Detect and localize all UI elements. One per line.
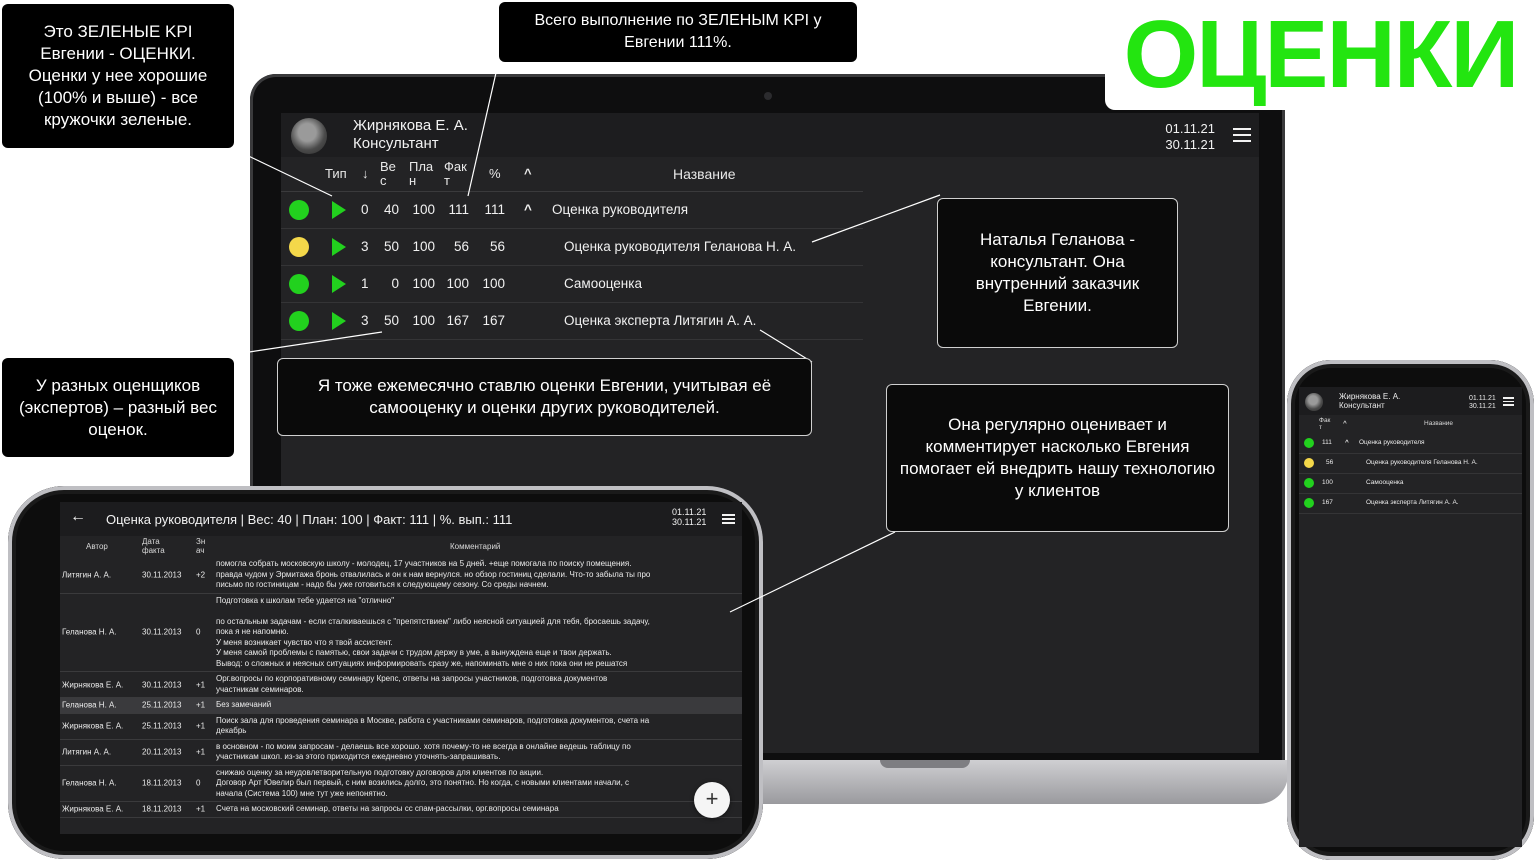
cell-type: 0 — [361, 202, 369, 217]
menu-icon[interactable] — [1233, 128, 1251, 142]
date-from: 01.11.21 — [672, 507, 707, 517]
cell-percent: 56 — [489, 239, 505, 254]
cell-name: Оценка руководителя — [1359, 439, 1425, 446]
employee-info — [1339, 392, 1400, 410]
cell-name: Оценка руководителя Геланова Н. А. — [1366, 459, 1478, 466]
collapse-icon[interactable]: ^ — [524, 202, 532, 217]
kpi-table — [281, 157, 863, 340]
col-plan[interactable]: Пла н — [409, 159, 434, 188]
table-row[interactable] — [1299, 433, 1522, 454]
collapse-icon[interactable]: ^ — [524, 166, 532, 181]
table-header — [281, 157, 863, 192]
table-row[interactable] — [281, 303, 863, 340]
cell-percent: 167 — [482, 313, 505, 328]
col-percent[interactable]: % — [489, 166, 501, 181]
sort-down-icon[interactable]: ↓ — [362, 166, 369, 181]
cell-name: Оценка эксперта Литягин А. А. — [564, 313, 757, 328]
avatar[interactable] — [1305, 393, 1323, 411]
cell-fact: 100 — [446, 276, 469, 291]
col-type[interactable]: Тип — [325, 166, 347, 181]
status-dot-icon — [1304, 438, 1314, 448]
col-weight[interactable]: Ве с — [380, 159, 396, 188]
app-header — [281, 113, 1259, 157]
date-to: 30.11.21 — [672, 517, 707, 527]
play-icon[interactable] — [332, 201, 346, 219]
cell-type: 3 — [361, 239, 369, 254]
cell-weight: 50 — [383, 239, 399, 254]
cell-type: 3 — [361, 313, 369, 328]
date-to: 30.11.21 — [1469, 403, 1496, 410]
status-dot-icon — [1304, 478, 1314, 488]
cell-weight: 50 — [383, 313, 399, 328]
status-dot-icon — [1304, 498, 1314, 508]
cell-name: Самооценка — [1366, 479, 1404, 486]
avatar[interactable] — [291, 118, 327, 154]
collapse-icon[interactable]: ^ — [1345, 439, 1349, 446]
detail-header — [60, 502, 742, 536]
status-dot-icon — [289, 237, 309, 257]
col-fact[interactable]: Фак т — [444, 159, 467, 188]
play-icon[interactable] — [332, 238, 346, 256]
col-comment[interactable]: Комментарий — [450, 542, 501, 551]
play-icon[interactable] — [332, 275, 346, 293]
status-dot-icon — [289, 311, 309, 331]
table-row[interactable]: Жирнякова Е. А. 30.11.2013 +1 Орг.вопросы по корпоративному семинару Крепс, ответы на запросы участников, подготовка документов участникам семинаров. — [60, 672, 742, 698]
cell-fact: 56 — [1326, 459, 1334, 466]
period-dates[interactable] — [672, 507, 706, 527]
col-value[interactable]: Зн ач — [196, 537, 206, 555]
table-header — [60, 536, 742, 557]
cell-fact: 111 — [1322, 439, 1332, 446]
col-name[interactable]: Название — [1424, 420, 1454, 427]
table-row[interactable] — [1299, 493, 1522, 514]
date-from: 01.11.21 — [1469, 395, 1496, 402]
callout-regular: Она регулярно оценивает и комментирует насколько Евгения помогает ей внедрить нашу технологию у клиентов — [886, 384, 1229, 532]
cell-plan: 100 — [412, 313, 435, 328]
employee-info — [353, 117, 468, 153]
add-button[interactable]: + — [694, 782, 730, 818]
cell-fact: 56 — [453, 239, 469, 254]
page-title: ОЦЕНКИ — [1105, 0, 1536, 110]
phone-portrait-screen — [1299, 387, 1522, 847]
table-row[interactable]: Геланова Н. А. 30.11.2013 0 Подготовка к школам тебе удается на "отлично" по остальным задачам - если сталкиваешься с "препятствием" либо неясной ситуацией для тебя, бросаешь задачу, пока я не напомню. У меня возникает чувство что я твой ассистент. У меня самой проблемы с памятью, свои задачи с трудом держу в уме, а вынуждена еще и твои держать. Вывод: о сложных и неясных ситуациях информировать сразу же, напоминать мне о них пока они не решатся — [60, 594, 742, 673]
cell-fact: 100 — [1322, 479, 1333, 486]
cell-name: Оценка руководителя — [552, 202, 689, 217]
detail-title: Оценка руководителя | Вес: 40 | План: 100 | Факт: 111 | %. вып.: 111 — [106, 512, 513, 527]
col-date[interactable]: Дата факта — [142, 537, 165, 555]
period-dates[interactable] — [1469, 395, 1496, 411]
cell-weight: 40 — [383, 202, 399, 217]
cell-fact: 167 — [1322, 499, 1333, 506]
cell-plan: 100 — [412, 202, 435, 217]
date-to: 30.11.21 — [1165, 137, 1215, 152]
callout-monthly: Я тоже ежемесячно ставлю оценки Евгении, учитывая её самооценку и оценки других руководителей. — [277, 358, 812, 436]
status-dot-icon — [289, 274, 309, 294]
table-row[interactable] — [281, 266, 863, 303]
play-icon[interactable] — [332, 312, 346, 330]
callout-total: Всего выполнение по ЗЕЛЕНЫМ KPI у Евгении 111%. — [499, 2, 857, 62]
status-dot-icon — [289, 200, 309, 220]
cell-name: Оценка руководителя Геланова Н. А. — [564, 239, 796, 254]
app-header — [1299, 387, 1522, 415]
col-author[interactable]: Автор — [86, 542, 108, 551]
cell-percent: 111 — [484, 202, 505, 217]
table-row[interactable] — [281, 229, 863, 266]
menu-icon[interactable] — [722, 514, 735, 524]
phone-landscape-screen — [60, 502, 742, 834]
laptop-camera — [764, 92, 772, 100]
employee-name: Жирнякова Е. А. — [1339, 392, 1401, 401]
cell-weight: 0 — [391, 276, 399, 291]
cell-name: Самооценка — [564, 276, 642, 291]
cell-fact: 111 — [448, 202, 469, 217]
table-row[interactable] — [1299, 473, 1522, 494]
callout-natalia: Наталья Геланова - консультант. Она внутренний заказчик Евгении. — [937, 198, 1178, 348]
col-name[interactable]: Название — [673, 166, 736, 182]
cell-name: Оценка эксперта Литягин А. А. — [1366, 499, 1459, 506]
table-row[interactable]: Жирнякова Е. А. 18.11.2013 +1 Счета на московский семинар, ответы на запросы сс спам-рассылки, орг.вопросы семинара — [60, 802, 742, 818]
table-row[interactable] — [1299, 453, 1522, 474]
table-row[interactable]: Литягин А. А. 20.11.2013 +1 в основном - по моим запросам - делаешь все хорошо. хотя почему-то не всегда в онлайне ведешь таблицу по участникам школ. из-за этого приходится ежедневно уточнять-запрашивать. — [60, 740, 742, 766]
cell-plan: 100 — [412, 276, 435, 291]
date-from: 01.11.21 — [1165, 121, 1215, 136]
cell-type: 1 — [361, 276, 369, 291]
employee-role: Консультант — [353, 135, 439, 152]
back-arrow-icon[interactable]: ← — [70, 508, 86, 525]
employee-role: Консультант — [1339, 401, 1385, 410]
callout-green-kpi: Это ЗЕЛЕНЫЕ KPI Евгении - ОЦЕНКИ. Оценки у нее хорошие (100% и выше) - все кружочки зеленые. — [2, 4, 234, 148]
table-row[interactable] — [281, 192, 863, 229]
table-row-selected[interactable]: Геланова Н. А. 25.11.2013 +1 Без замечаний — [60, 698, 742, 714]
status-dot-icon — [1304, 458, 1314, 468]
cell-fact: 167 — [446, 313, 469, 328]
period-dates[interactable] — [1165, 121, 1215, 153]
employee-name: Жирнякова Е. А. — [353, 117, 468, 134]
table-row[interactable]: Литягин А. А. 30.11.2013 +2 помогла собрать московскую школу - молодец, 17 участников на 5 дней. +еще помогала по поиску помещения. правда чудом у Эрмитажа бронь отвалилась и он к нам вернулся. но обзор гостиниц сделали. Что-то забыла ты про письмо по гостиницам - надо бы уже готовиться к следующему сезону. Со среды начнем. — [60, 557, 742, 594]
collapse-icon[interactable]: ^ — [1343, 420, 1347, 427]
table-row[interactable]: Геланова Н. А. 18.11.2013 0 снижаю оценку за неудовлетворительную подготовку договоров для клиентов по акции. Договор Арт Ювелир был первый, с ним возились долго, это понятно. Но когда, с новыми клиентами начали, с начала (Система 100) мне тут уже непонятно. — [60, 766, 742, 803]
callout-experts: У разных оценщиков (экспертов) – разный вес оценок. — [2, 358, 234, 457]
cell-plan: 100 — [412, 239, 435, 254]
menu-icon[interactable] — [1503, 397, 1514, 406]
col-fact[interactable]: Фак т — [1319, 417, 1331, 431]
comments-table — [60, 536, 742, 818]
table-row[interactable]: Жирнякова Е. А. 25.11.2013 +1 Поиск зала для проведения семинара в Москве, работа с участниками семинаров, подготовка документов, счета на декабрь — [60, 714, 742, 740]
cell-percent: 100 — [482, 276, 505, 291]
table-header — [1299, 415, 1522, 433]
